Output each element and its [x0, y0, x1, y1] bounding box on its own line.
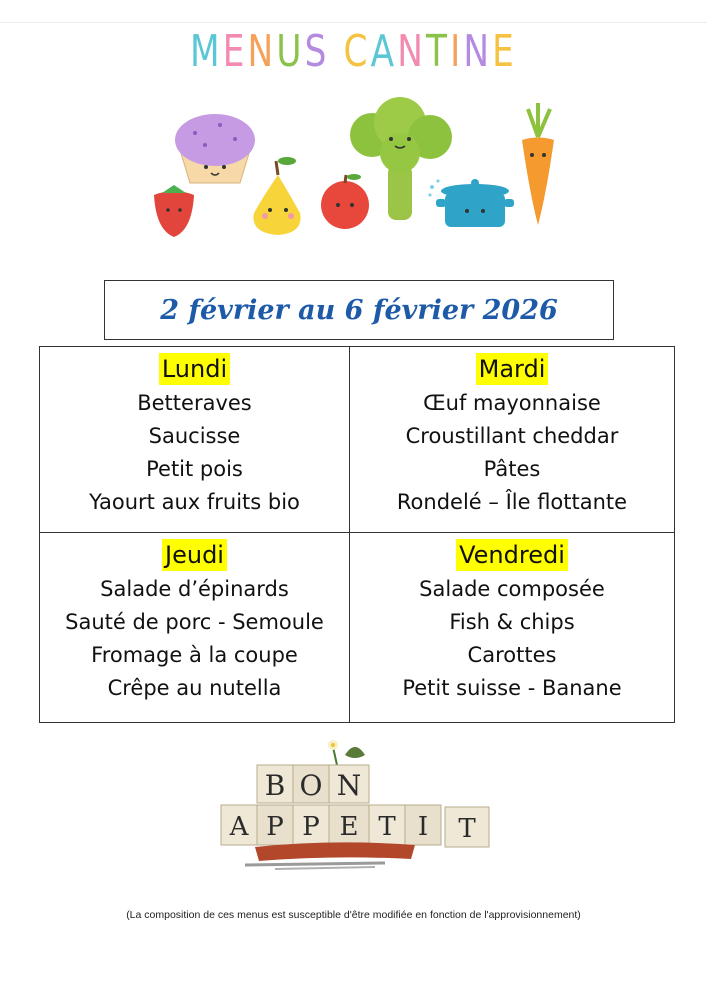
- week-date-range: 2 février au 6 février 2026: [160, 294, 558, 326]
- food-illustration: [140, 95, 570, 245]
- title-letter: T: [426, 26, 451, 77]
- letter-block-row-2: [221, 805, 489, 847]
- title-letter: N: [397, 26, 427, 77]
- dish-item: Yaourt aux fruits bio: [89, 490, 300, 514]
- dish-item: Petit suisse - Banane: [402, 676, 622, 700]
- dish-item: Betteraves: [137, 391, 252, 415]
- dish-item: Pâtes: [483, 457, 541, 481]
- title-letter: M: [189, 26, 223, 77]
- bon-appetit-blocks-image: [215, 735, 500, 875]
- title-letter: C: [343, 26, 371, 77]
- day-name: Jeudi: [162, 539, 227, 571]
- menu-table: [39, 346, 675, 723]
- strawberry-icon: [154, 185, 194, 237]
- day-cell-vendredi: [350, 533, 674, 722]
- dish-item: Salade d’épinards: [100, 577, 289, 601]
- pear-icon: [254, 157, 301, 235]
- dish-item: Petit pois: [146, 457, 243, 481]
- page-title: [78, 22, 629, 82]
- apple-icon: [321, 174, 369, 229]
- dish-item: Rondelé – Île flottante: [396, 490, 628, 514]
- title-letter: N: [247, 26, 277, 77]
- dish-item: Salade composée: [419, 577, 605, 601]
- day-cell-jeudi: [40, 533, 350, 722]
- title-letter: E: [222, 26, 248, 77]
- block-letter: B: [264, 769, 286, 802]
- day-name: Lundi: [159, 353, 230, 385]
- block-letter: P: [266, 812, 284, 842]
- title-letter: U: [276, 26, 305, 77]
- day-name: Mardi: [476, 353, 549, 385]
- dish-item: Crêpe au nutella: [107, 676, 282, 700]
- title-letter: I: [450, 26, 464, 77]
- title-letter: N: [463, 26, 493, 77]
- letter-block-row-1: [257, 765, 369, 803]
- block-letter: A: [229, 812, 249, 842]
- title-letter: E: [492, 26, 517, 77]
- cooking-pot-icon: [428, 179, 514, 227]
- block-letter: T: [458, 814, 476, 844]
- cupcake-icon: [175, 114, 255, 183]
- napkin-cutlery-icon: [245, 842, 415, 869]
- day-name: Vendredi: [456, 539, 568, 571]
- title-letter: A: [370, 26, 398, 77]
- dish-item: Œuf mayonnaise: [423, 391, 601, 415]
- block-letter: I: [417, 812, 429, 842]
- title-letter: S: [304, 26, 330, 77]
- day-cell-lundi: [40, 347, 350, 533]
- dish-item: Croustillant cheddar: [405, 424, 619, 448]
- footnote: (La composition de ces menus est susceptible d'être modifiée en fonction de l'approvisionnement): [126, 909, 581, 921]
- carrot-icon: [522, 103, 554, 225]
- flower-icon: [328, 740, 365, 765]
- block-letter: O: [299, 769, 323, 802]
- day-cell-mardi: [350, 347, 674, 533]
- block-letter: T: [378, 812, 396, 842]
- week-date-box: [104, 280, 614, 340]
- dish-item: Fromage à la coupe: [91, 643, 298, 667]
- dish-item: Fish & chips: [449, 610, 575, 634]
- dish-item: Saucisse: [148, 424, 241, 448]
- block-letter: N: [336, 769, 362, 802]
- block-letter: E: [339, 812, 359, 842]
- dish-item: Carottes: [467, 643, 557, 667]
- dish-item: Sauté de porc - Semoule: [65, 610, 324, 634]
- block-letter: P: [302, 812, 320, 842]
